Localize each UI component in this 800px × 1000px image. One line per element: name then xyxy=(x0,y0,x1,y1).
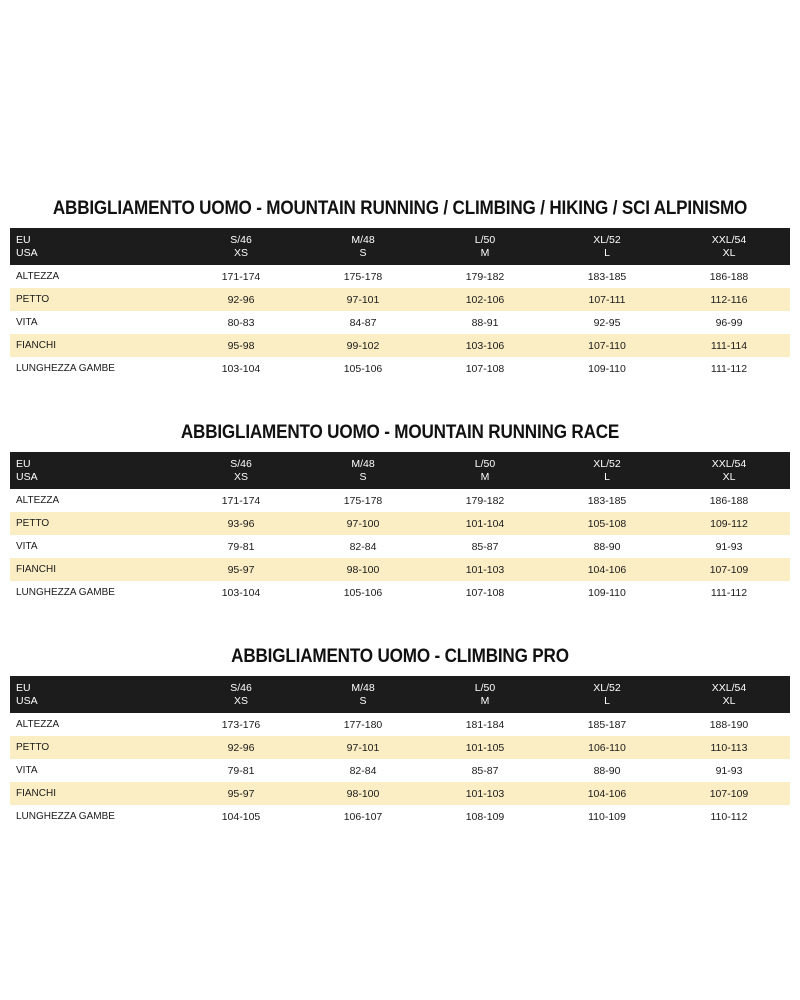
row-label: LUNGHEZZA GAMBE xyxy=(16,587,115,598)
table-cell: 112-116 xyxy=(710,293,748,306)
table-row xyxy=(10,805,790,828)
table-cell: 103-104 xyxy=(221,586,261,599)
table-cell: 97-101 xyxy=(346,293,380,306)
table-cell: 109-110 xyxy=(588,362,626,375)
table-cell: 188-190 xyxy=(709,718,749,731)
size-header: XXL/54 XL xyxy=(711,233,747,259)
table-cell: 104-105 xyxy=(221,810,261,823)
table-cell: 179-182 xyxy=(465,270,505,283)
table-header-row xyxy=(10,676,790,713)
table-cell: 79-81 xyxy=(227,540,255,553)
size-table-section-1 xyxy=(10,196,790,380)
row-label: ALTEZZA xyxy=(16,719,60,730)
region-header: EU USA xyxy=(16,233,38,259)
table-row xyxy=(10,535,790,558)
row-label: VITA xyxy=(16,317,38,328)
table-cell: 105-106 xyxy=(343,362,383,375)
size-table xyxy=(10,228,790,380)
table-cell: 93-96 xyxy=(227,517,255,530)
table-row xyxy=(10,288,790,311)
table-cell: 104-106 xyxy=(587,563,627,576)
table-cell: 105-106 xyxy=(343,586,383,599)
size-table xyxy=(10,676,790,828)
table-cell: 95-97 xyxy=(227,787,255,800)
table-cell: 107-109 xyxy=(709,787,749,800)
table-cell: 85-87 xyxy=(471,764,499,777)
table-row xyxy=(10,782,790,805)
size-header: M/48 S xyxy=(351,457,375,483)
size-header: XXL/54 XL xyxy=(711,457,747,483)
row-label: ALTEZZA xyxy=(16,495,60,506)
table-cell: 101-103 xyxy=(465,787,505,800)
table-cell: 171-174 xyxy=(221,270,261,283)
row-label: VITA xyxy=(16,765,38,776)
table-cell: 101-103 xyxy=(465,563,505,576)
table-cell: 98-100 xyxy=(346,563,380,576)
row-label: FIANCHI xyxy=(16,564,56,575)
table-cell: 108-109 xyxy=(465,810,505,823)
table-cell: 95-98 xyxy=(227,339,255,352)
table-cell: 104-106 xyxy=(587,787,627,800)
region-header: EU USA xyxy=(16,457,38,483)
size-header: XL/52 L xyxy=(593,681,621,707)
table-cell: 82-84 xyxy=(349,764,377,777)
table-cell: 91-93 xyxy=(715,764,743,777)
table-cell: 109-112 xyxy=(710,517,748,530)
table-cell: 111-114 xyxy=(710,339,748,352)
table-header-row xyxy=(10,228,790,265)
row-label: ALTEZZA xyxy=(16,271,60,282)
table-cell: 111-112 xyxy=(710,586,748,599)
table-cell: 97-100 xyxy=(346,517,380,530)
table-cell: 103-106 xyxy=(465,339,505,352)
table-cell: 183-185 xyxy=(587,494,627,507)
table-cell: 107-108 xyxy=(465,586,505,599)
table-cell: 99-102 xyxy=(346,339,380,352)
table-cell: 110-112 xyxy=(710,810,748,823)
table-row xyxy=(10,334,790,357)
size-header: S/46 XS xyxy=(230,681,252,707)
table-cell: 101-104 xyxy=(465,517,505,530)
table-cell: 84-87 xyxy=(349,316,377,329)
table-cell: 110-109 xyxy=(588,810,626,823)
table-row xyxy=(10,558,790,581)
table-row xyxy=(10,713,790,736)
table-cell: 107-109 xyxy=(709,563,749,576)
table-cell: 171-174 xyxy=(221,494,261,507)
table-cell: 186-188 xyxy=(709,270,749,283)
table-cell: 102-106 xyxy=(465,293,505,306)
size-header: XXL/54 XL xyxy=(711,681,747,707)
table-cell: 92-96 xyxy=(227,293,255,306)
size-table-section-2 xyxy=(10,420,790,604)
row-label: PETTO xyxy=(16,294,50,305)
size-header: M/48 S xyxy=(351,233,375,259)
table-cell: 88-90 xyxy=(593,764,621,777)
region-header: EU USA xyxy=(16,681,38,707)
table-header-row xyxy=(10,452,790,489)
table-cell: 91-93 xyxy=(715,540,743,553)
table-cell: 103-104 xyxy=(221,362,261,375)
table-row xyxy=(10,736,790,759)
table-cell: 107-111 xyxy=(588,293,626,306)
table-cell: 82-84 xyxy=(349,540,377,553)
row-label: LUNGHEZZA GAMBE xyxy=(16,811,115,822)
table-cell: 185-187 xyxy=(587,718,627,731)
row-label: LUNGHEZZA GAMBE xyxy=(16,363,115,374)
table-cell: 106-110 xyxy=(588,741,626,754)
table-cell: 88-91 xyxy=(471,316,499,329)
table-cell: 107-108 xyxy=(465,362,505,375)
size-header: L/50 M xyxy=(474,681,496,707)
table-cell: 92-95 xyxy=(593,316,621,329)
table-title: ABBIGLIAMENTO UOMO - MOUNTAIN RUNNING / CLIMBING / HIKING / SCI ALPINISMO xyxy=(52,198,748,219)
table-cell: 107-110 xyxy=(588,339,626,352)
table-cell: 79-81 xyxy=(227,764,255,777)
size-header: XL/52 L xyxy=(593,233,621,259)
table-cell: 109-110 xyxy=(588,586,626,599)
table-row xyxy=(10,489,790,512)
row-label: VITA xyxy=(16,541,38,552)
size-header: M/48 S xyxy=(351,681,375,707)
table-cell: 186-188 xyxy=(709,494,749,507)
table-cell: 106-107 xyxy=(343,810,383,823)
table-cell: 110-113 xyxy=(710,741,748,754)
table-cell: 175-178 xyxy=(343,270,383,283)
table-cell: 111-112 xyxy=(710,362,748,375)
table-row xyxy=(10,311,790,334)
table-row xyxy=(10,357,790,380)
table-cell: 175-178 xyxy=(343,494,383,507)
size-table-section-3 xyxy=(10,644,790,828)
size-header: L/50 M xyxy=(474,233,496,259)
size-header: L/50 M xyxy=(474,457,496,483)
table-cell: 101-105 xyxy=(465,741,505,754)
table-cell: 80-83 xyxy=(227,316,255,329)
table-row xyxy=(10,759,790,782)
size-header: XL/52 L xyxy=(593,457,621,483)
table-cell: 88-90 xyxy=(593,540,621,553)
row-label: FIANCHI xyxy=(16,340,56,351)
table-row xyxy=(10,265,790,288)
table-cell: 97-101 xyxy=(346,741,380,754)
row-label: PETTO xyxy=(16,742,50,753)
row-label: FIANCHI xyxy=(16,788,56,799)
table-title: ABBIGLIAMENTO UOMO - MOUNTAIN RUNNING RACE xyxy=(180,422,620,443)
table-cell: 105-108 xyxy=(587,517,627,530)
size-header: S/46 XS xyxy=(230,457,252,483)
table-cell: 92-96 xyxy=(227,741,255,754)
table-cell: 96-99 xyxy=(715,316,743,329)
table-cell: 183-185 xyxy=(587,270,627,283)
table-cell: 181-184 xyxy=(465,718,505,731)
table-cell: 173-176 xyxy=(221,718,261,731)
row-label: PETTO xyxy=(16,518,50,529)
table-cell: 95-97 xyxy=(227,563,255,576)
size-table xyxy=(10,452,790,604)
table-cell: 179-182 xyxy=(465,494,505,507)
table-row xyxy=(10,512,790,535)
table-row xyxy=(10,581,790,604)
table-cell: 98-100 xyxy=(346,787,380,800)
table-title: ABBIGLIAMENTO UOMO - CLIMBING PRO xyxy=(231,646,569,667)
table-cell: 85-87 xyxy=(471,540,499,553)
table-cell: 177-180 xyxy=(343,718,383,731)
size-header: S/46 XS xyxy=(230,233,252,259)
